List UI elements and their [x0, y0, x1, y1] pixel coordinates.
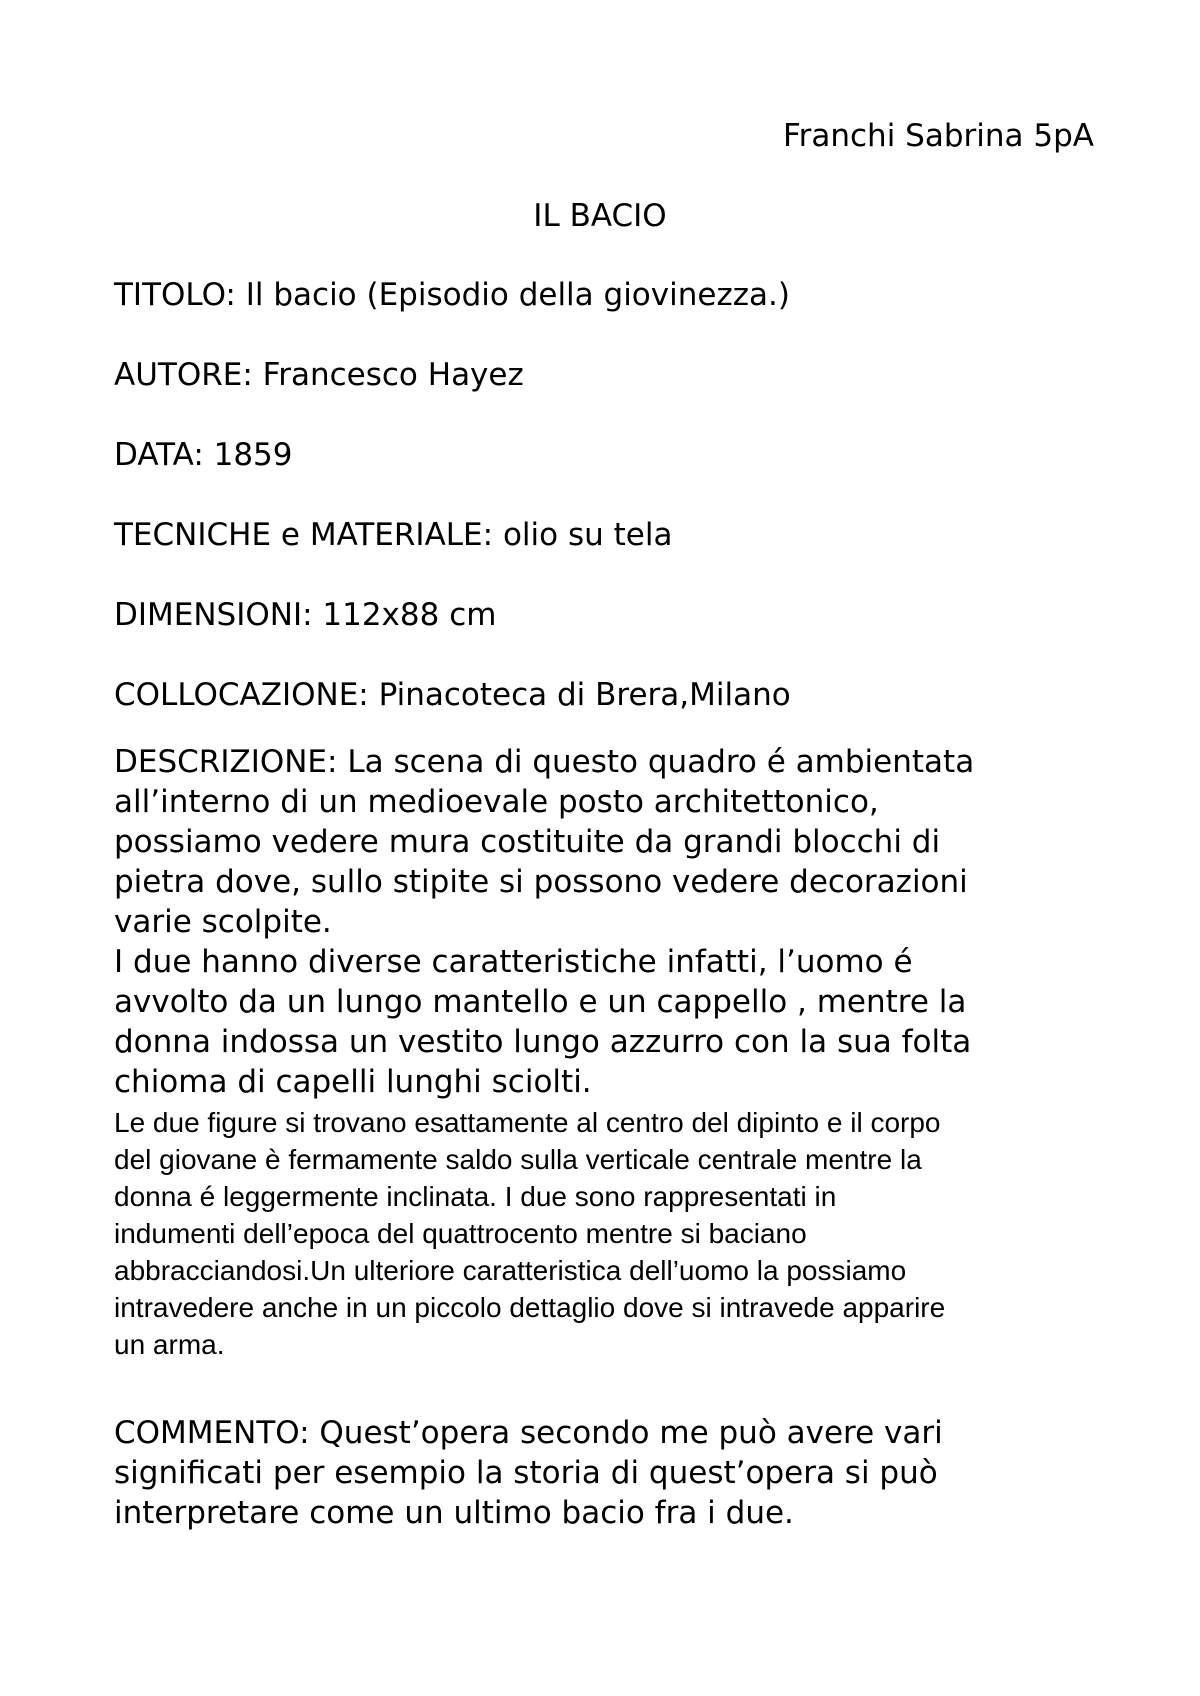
paragraph-line: abbracciandosi.Un ulteriore caratteristica dell’uomo la possiamo	[114, 1255, 907, 1286]
field-autore: AUTORE: Francesco Hayez	[114, 357, 524, 393]
author-line: Franchi Sabrina 5pA	[783, 118, 1094, 154]
descrizione-line: varie scolpite.	[114, 904, 332, 940]
descrizione-line: all’interno di un medioevale posto architettonico,	[114, 784, 879, 820]
paragraph-line: un arma.	[114, 1329, 225, 1360]
field-data: DATA: 1859	[114, 437, 293, 473]
field-collocazione: COLLOCAZIONE: Pinacoteca di Brera,Milano	[114, 677, 791, 713]
paragraph-line: intravedere anche in un piccolo dettaglio dove si intravede apparire	[114, 1292, 946, 1323]
descrizione-line: possiamo vedere mura costituite da grandi blocchi di	[114, 824, 941, 860]
descrizione-line: DESCRIZIONE: La scena di questo quadro é ambientata	[114, 744, 975, 780]
document-heading: IL BACIO	[533, 198, 667, 234]
commento-block	[114, 1413, 943, 1533]
paragraph-line: del giovane è fermamente saldo sulla verticale centrale mentre la	[114, 1144, 922, 1175]
descrizione-line: donna indossa un vestito lungo azzurro con la sua folta	[114, 1024, 972, 1060]
paragraph-line: donna é leggermente inclinata. I due sono rappresentati in	[114, 1181, 837, 1212]
descrizione-line: chioma di capelli lunghi sciolti.	[114, 1064, 592, 1100]
paragraph-line: indumenti dell’epoca del quattrocento mentre si baciano	[114, 1218, 807, 1249]
commento-line: interpretare come un ultimo bacio fra i due.	[114, 1495, 794, 1531]
descrizione-line: I due hanno diverse caratteristiche infatti, l’uomo é	[114, 944, 913, 980]
paragraph-line: Le due figure si trovano esattamente al centro del dipinto e il corpo	[114, 1107, 941, 1138]
field-dimensioni: DIMENSIONI: 112x88 cm	[114, 597, 497, 633]
field-titolo: TITOLO: Il bacio (Episodio della giovinezza.)	[114, 277, 790, 313]
descrizione-line: avvolto da un lungo mantello e un cappello , mentre la	[114, 984, 967, 1020]
commento-line: COMMENTO: Quest’opera secondo me può avere vari	[114, 1415, 943, 1451]
descrizione-line: pietra dove, sullo stipite si possono vedere decorazioni	[114, 864, 968, 900]
field-tecniche: TECNICHE e MATERIALE: olio su tela	[114, 517, 673, 553]
descrizione-block	[114, 742, 974, 1102]
commento-line: significati per esempio la storia di quest’opera si può	[114, 1455, 938, 1491]
analysis-paragraph	[114, 1104, 945, 1363]
